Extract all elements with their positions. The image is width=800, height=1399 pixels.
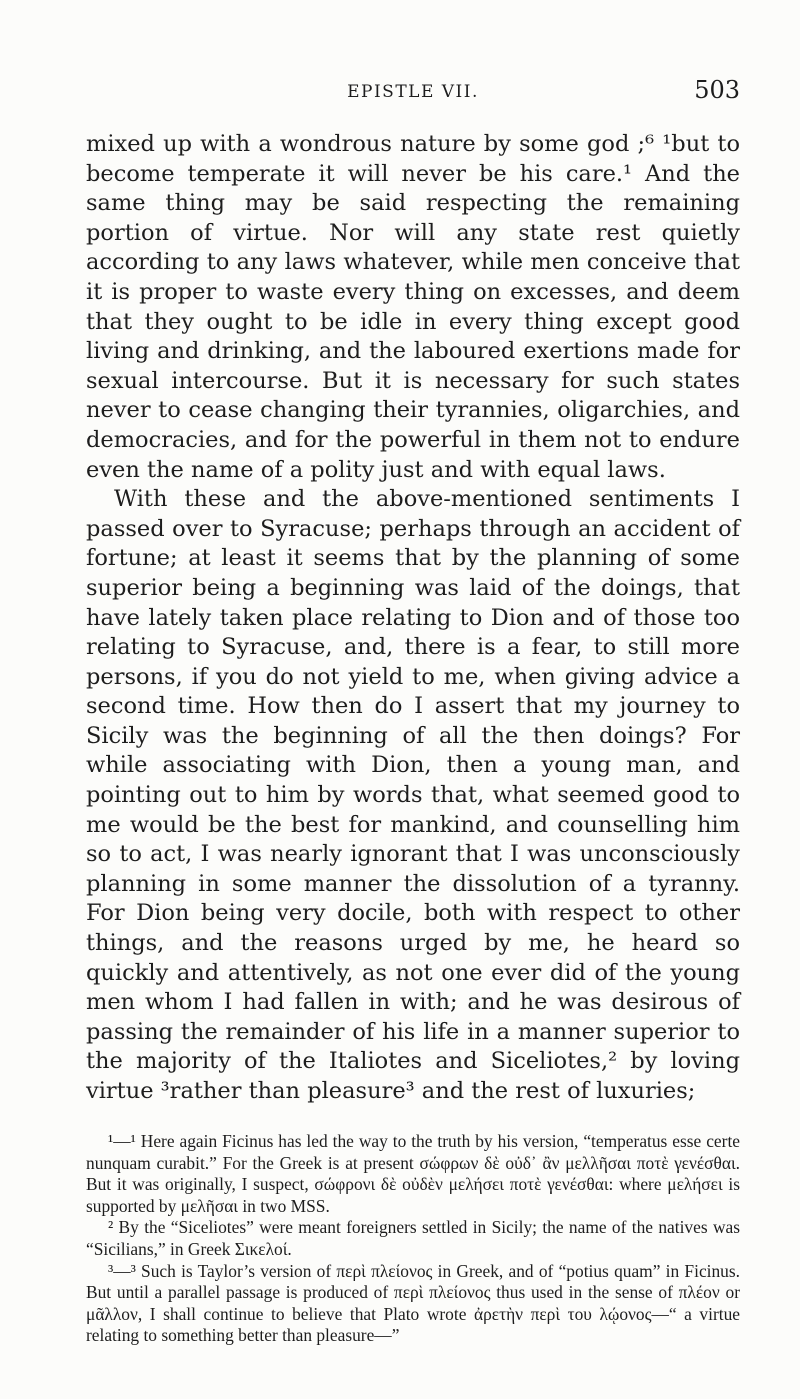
running-title: EPISTLE VII. — [347, 82, 479, 102]
page-number: 503 — [694, 76, 740, 104]
paragraph-2: With these and the above-mentioned sentiments I passed over to Syracuse; perhaps through an accident of fortune; at least it seems that by the planning of some superior being a beginning was laid of the doings, that have lately taken place relating to Dion and of those too relating to Syracuse, and, there is a fear, to still more persons, if you do not yield to me, when giving advice a second time. How then do I assert that my journey to Sicily was the beginning of all the then doings? For while associating with Dion, then a young man, and pointing out to him by words that, what seemed good to me would be the best for mankind, and counselling him so to act, I was nearly ignorant that I was unconsciously planning in some manner the dissolution of a tyranny. For Dion being very docile, both with respect to other things, and the reasons urged by me, he heard so quickly and attentively, as not one ever did of the young men whom I had fallen in with; and he was desirous of passing the remainder of his life in a manner superior to the majority of the Italiotes and Siceliotes,² by loving virtue ³rather than pleasure³ and the rest of luxuries; — [86, 486, 740, 1104]
footnote-1: ¹—¹ Here again Ficinus has led the way to the truth by his version, “temperatus esse certe nunquam curabit.” For the Greek is at present σώφρων δὲ οὐδ᾽ ἂν μελλῆσαι ποτὲ γενέσθαι. But it was originally, I suspect, σώφρονι δὲ οὐδὲν μελήσει ποτὲ γενέσθαι: where μελήσει is supported by μελῆσαι in two MSS. — [86, 1131, 740, 1216]
page-header — [86, 76, 740, 112]
footnote-3: ³—³ Such is Taylor’s version of περὶ πλείονος in Greek, and of “potius quam” in Ficinus. But until a parallel passage is produced of περὶ πλείονος thus used in the sense of πλέον or μᾶλλον, I shall continue to believe that Plato wrote ἀρετὴν περὶ του λῴονος—“ a virtue relating to something better than pleasure—” — [86, 1260, 740, 1346]
footnotes — [86, 1131, 740, 1347]
footnote-2: ² By the “Siceliotes” were meant foreigners settled in Sicily; the name of the natives was “Sicilians,” in Greek Σικελοί. — [86, 1217, 740, 1259]
main-text — [86, 130, 740, 1107]
paragraph-1: mixed up with a wondrous nature by some god ;⁶ ¹but to become temperate it will never be his care.¹ And the same thing may be said respecting the remaining portion of virtue. Nor will any state rest quietly according to any laws whatever, while men conceive that it is proper to waste every thing on excesses, and deem that they ought to be idle in every thing except good living and drinking, and the laboured exertions made for sexual intercourse. But it is necessary for such states never to cease changing their tyrannies, oligarchies, and democracies, and for the powerful in them not to endure even the name of a polity just and with equal laws. — [86, 131, 740, 483]
